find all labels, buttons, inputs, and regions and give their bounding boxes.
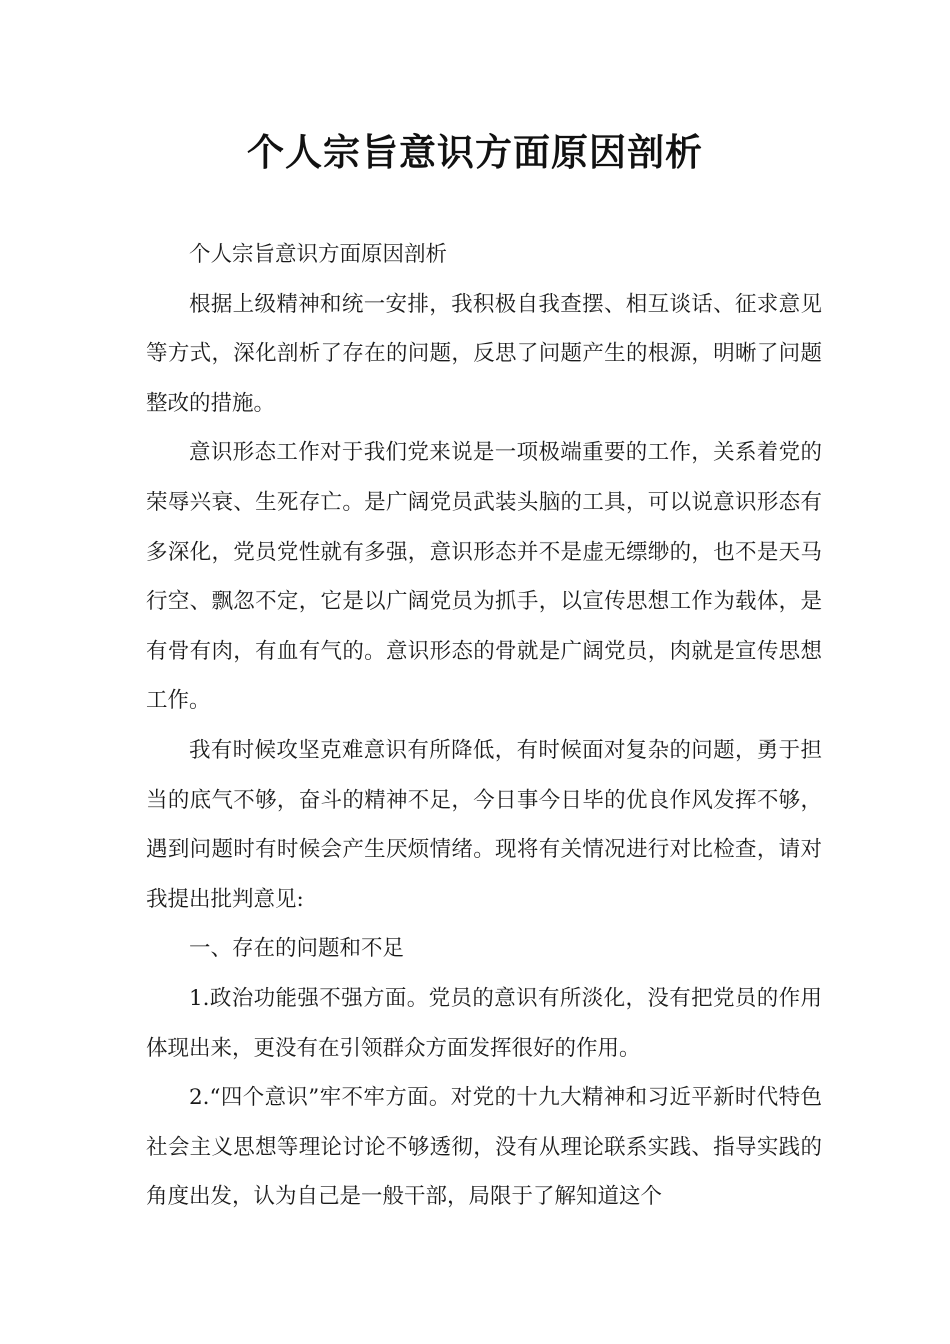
paragraph-item-1: 1.政治功能强不强方面。党员的意识有所淡化，没有把党员的作用体现出来，更没有在引领群众方面发挥很好的作用。: [146, 985, 822, 1061]
paragraph-self-review: 我有时候攻坚克难意识有所降低，有时候面对复杂的问题，勇于担当的底气不够，奋斗的精神不足，今日事今日毕的优良作风发挥不够，遇到问题时有时候会产生厌烦情绪。现将有关情况进行对比检查，请对我提出批判意见:: [146, 737, 822, 912]
document-title: 个人宗旨意识方面原因剖析: [247, 131, 703, 174]
document-body: [146, 230, 822, 1222]
paragraph-item-2: 2.“四个意识”牢不牢方面。对党的十九大精神和习近平新时代特色社会主义思想等理论讨论不够透彻，没有从理论联系实践、指导实践的角度出发，认为自己是一般干部，局限于了解知道这个: [146, 1085, 822, 1210]
paragraph-ideology: 意识形态工作对于我们党来说是一项极端重要的工作，关系着党的荣辱兴衰、生死存亡。是广阔党员武装头脑的工具，可以说意识形态有多深化，党员党性就有多强，意识形态并不是虚无缥缈的，也不是天马行空、飘忽不定，它是以广阔党员为抓手，以宣传思想工作为载体，是有骨有肉，有血有气的。意识形态的骨就是广阔党员，肉就是宣传思想工作。: [146, 440, 822, 714]
paragraph-subtitle: 个人宗旨意识方面原因剖析: [189, 242, 448, 267]
section-heading-problems: 一、存在的问题和不足: [189, 936, 405, 962]
paragraph-intro: 根据上级精神和统一安排，我积极自我查摆、相互谈话、征求意见等方式，深化剖析了存在的问题，反思了问题产生的根源，明晰了问题整改的措施。: [146, 291, 822, 416]
